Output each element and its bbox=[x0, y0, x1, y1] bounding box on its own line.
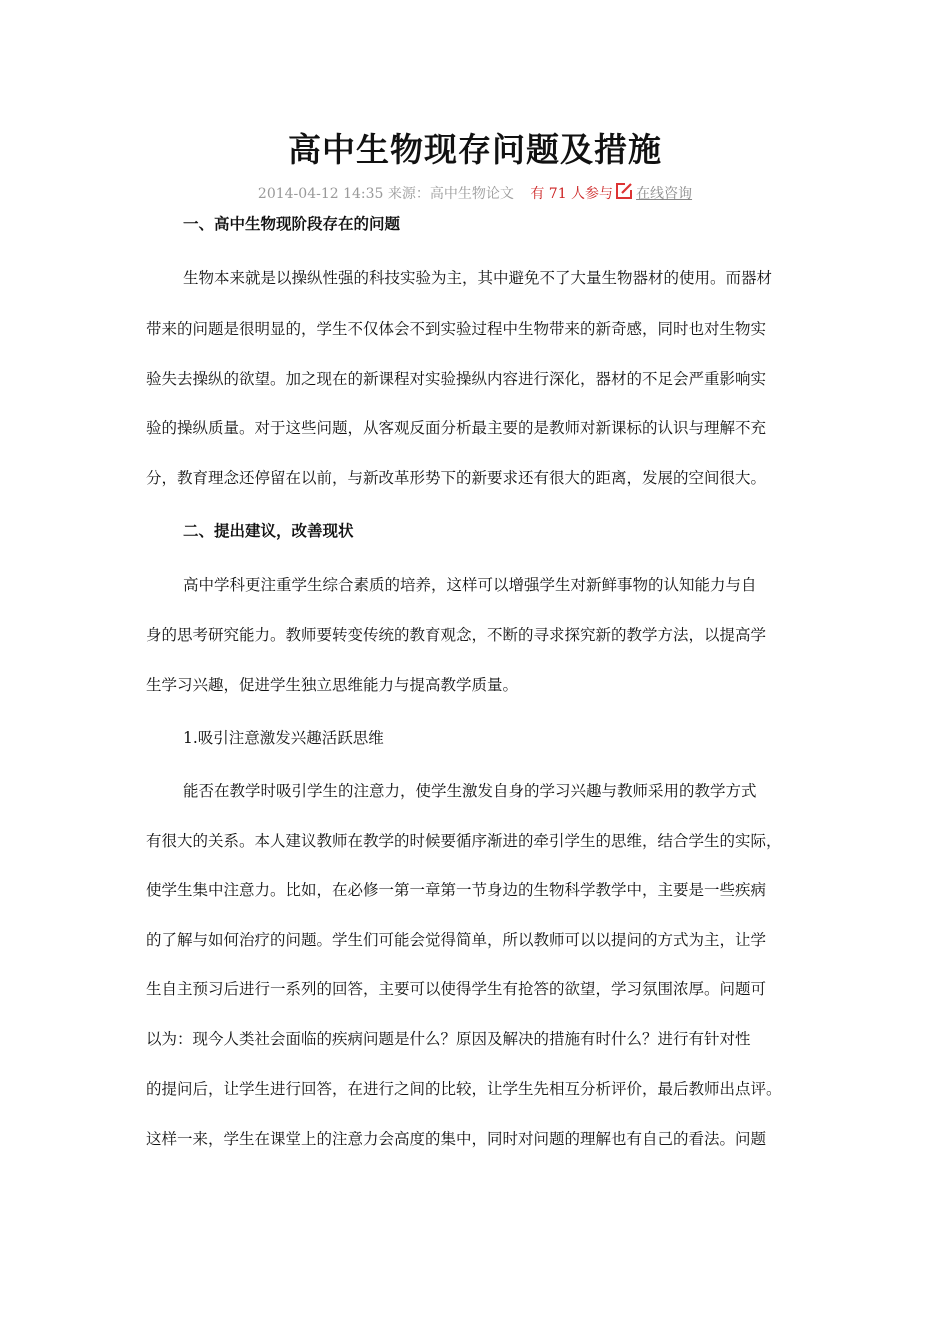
paragraph-line: 生学习兴趣，促进学生独立思维能力与提高教学质量。 bbox=[146, 676, 519, 694]
paragraph-line: 分，教育理念还停留在以前，与新改革形势下的新要求还有很大的距离，发展的空间很大。 bbox=[146, 469, 767, 487]
paragraph-line: 的提问后，让学生进行回答，在进行之间的比较，让学生先相互分析评价，最后教师出点评。 bbox=[146, 1080, 782, 1098]
online-consult-link[interactable]: 在线咨询 bbox=[636, 186, 693, 202]
paragraph-line: 验失去操纵的欲望。加之现在的新课程对实验操纵内容进行深化，器材的不足会严重影响实 bbox=[146, 370, 767, 388]
article-meta bbox=[0, 181, 950, 208]
section-heading: 二、提出建议，改善现状 bbox=[183, 521, 354, 540]
edit-icon[interactable] bbox=[614, 181, 634, 208]
paragraph-line: 有很大的关系。本人建议教师在教学的时候要循序渐进的牵引学生的思维，结合学生的实际， bbox=[146, 832, 782, 850]
paragraph-line: 身的思考研究能力。教师要转变传统的教育观念，不断的寻求探究新的教学方法，以提高学 bbox=[146, 626, 767, 644]
paragraph-line: 验的操纵质量。对于这些问题，从客观反面分析最主要的是教师对新课标的认识与理解不充 bbox=[146, 419, 767, 437]
section-heading: 一、高中生物现阶段存在的问题 bbox=[183, 214, 401, 233]
participant-count: 有 71 人参与 bbox=[530, 186, 614, 202]
paragraph-line: 生自主预习后进行一系列的回答，主要可以使得学生有抢答的欲望，学习氛围浓厚。问题可 bbox=[146, 980, 767, 998]
subsection-heading: 1.吸引注意激发兴趣活跃思维 bbox=[183, 729, 384, 747]
article-source: 来源：高中生物论文 bbox=[387, 186, 514, 202]
paragraph-line: 带来的问题是很明显的，学生不仅体会不到实验过程中生物带来的新奇感，同时也对生物实 bbox=[146, 320, 767, 338]
paragraph-line: 高中学科更注重学生综合素质的培养，这样可以增强学生对新鲜事物的认知能力与自 bbox=[183, 576, 757, 594]
paragraph-line: 生物本来就是以操纵性强的科技实验为主，其中避免不了大量生物器材的使用。而器材 bbox=[183, 269, 773, 287]
publish-date: 2014-04-12 14:35 bbox=[257, 186, 384, 202]
paragraph-line: 的了解与如何治疗的问题。学生们可能会觉得简单，所以教师可以以提问的方式为主，让学 bbox=[146, 931, 767, 949]
paragraph-line: 以为：现今人类社会面临的疾病问题是什么？原因及解决的措施有时什么？进行有针对性 bbox=[146, 1030, 751, 1048]
paragraph-line: 这样一来，学生在课堂上的注意力会高度的集中，同时对问题的理解也有自己的看法。问题 bbox=[146, 1130, 767, 1148]
paragraph-line: 能否在教学时吸引学生的注意力，使学生激发自身的学习兴趣与教师采用的教学方式 bbox=[183, 782, 757, 800]
article-title: 高中生物现存问题及措施 bbox=[288, 130, 662, 169]
paragraph-line: 使学生集中注意力。比如，在必修一第一章第一节身边的生物科学教学中，主要是一些疾病 bbox=[146, 881, 767, 899]
